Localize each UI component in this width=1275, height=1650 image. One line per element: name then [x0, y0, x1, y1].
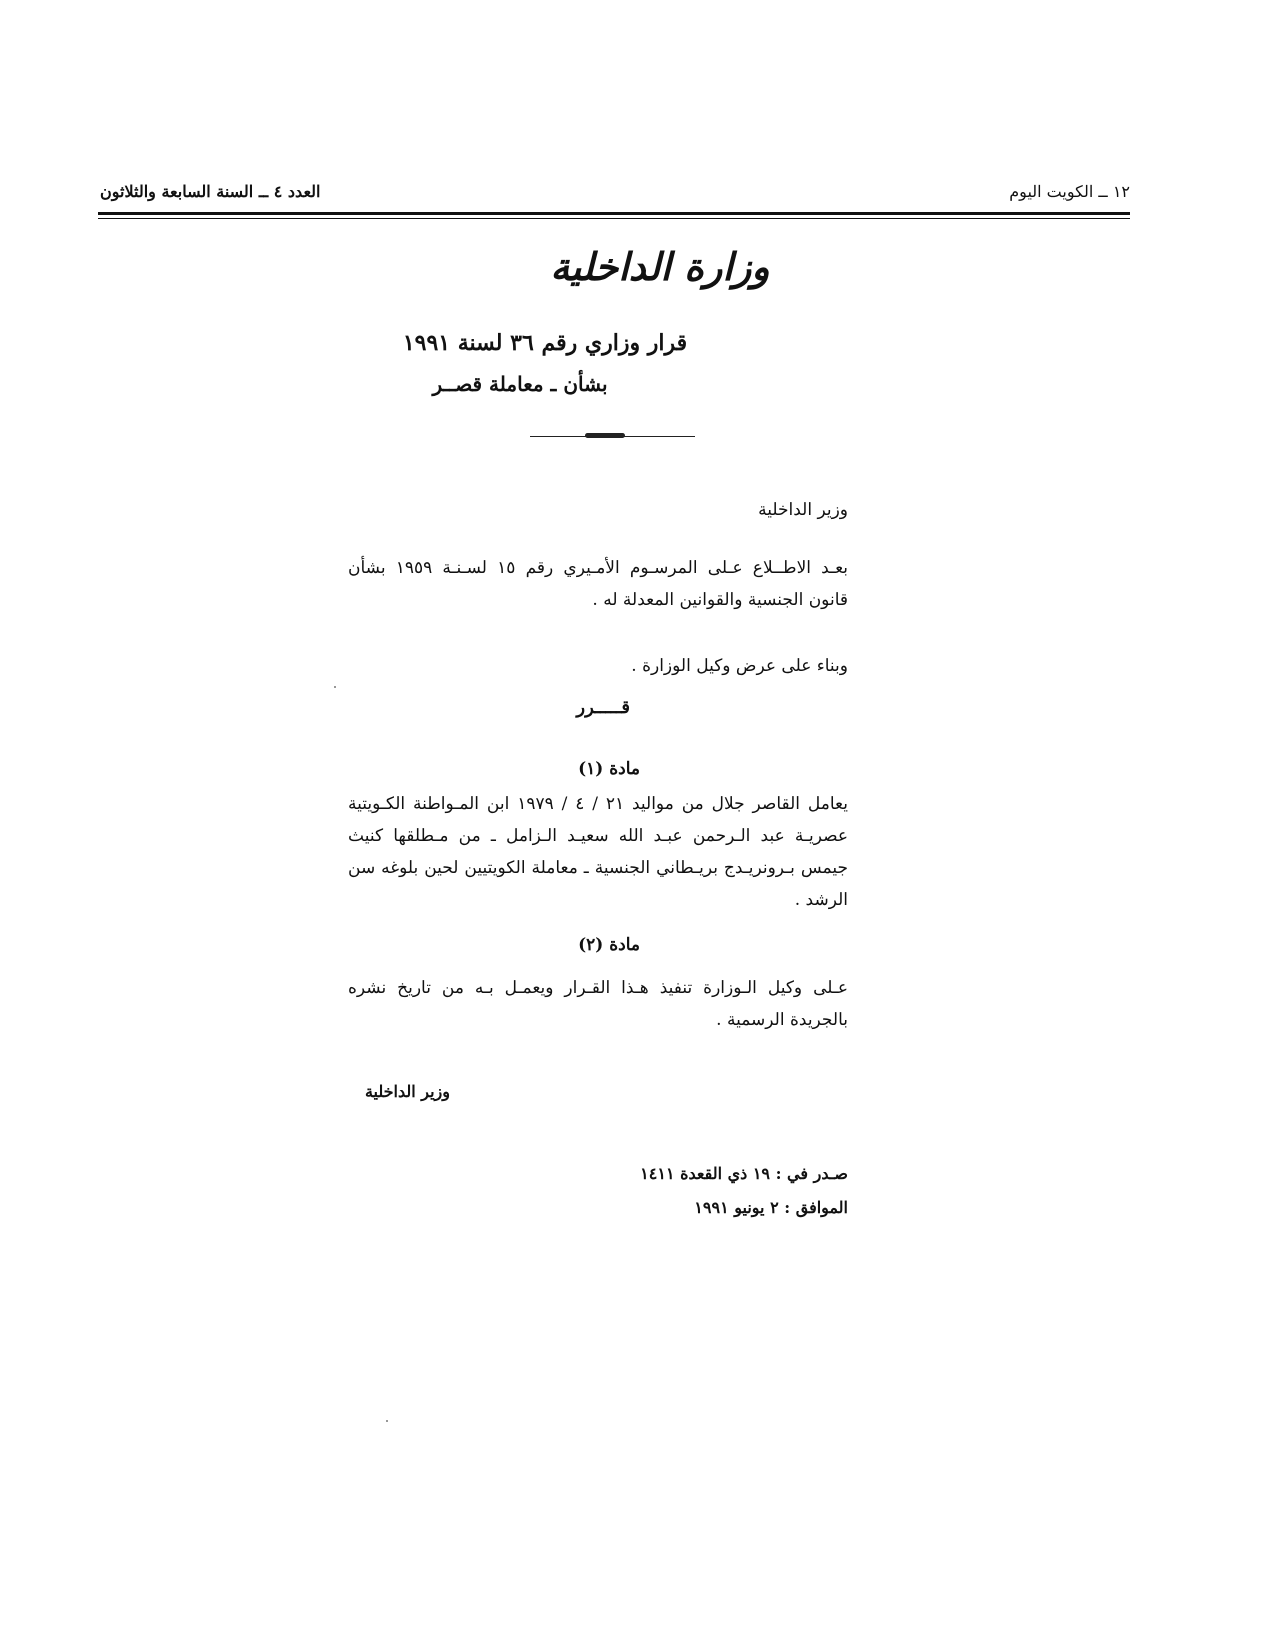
corresponding-date: الموافق : ٢ يونيو ١٩٩١: [694, 1198, 848, 1217]
title-divider-ornament: [585, 433, 625, 438]
decides-heading: قـــــرر: [576, 697, 630, 718]
scan-speck: [386, 1420, 388, 1422]
preamble-paragraph-2: وبناء على عرض وكيل الوزارة .: [631, 656, 848, 676]
article-2-title: مادة (٢): [578, 935, 640, 955]
scan-speck: [334, 686, 336, 688]
issued-date: صـدر في : ١٩ ذي القعدة ١٤١١: [640, 1164, 848, 1183]
header-issue-info: العدد ٤ ــ السنة السابعة والثلاثون: [100, 182, 321, 201]
preamble-paragraph-1: بعـد الاطــلاع عـلى المرسـوم الأمـيري رقم ١٥ لسـنـة ١٩٥٩ بشأن قانون الجنسية والقوانين المعدلة له .: [348, 558, 848, 610]
article-2-text: عـلى وكيل الـوزارة تنفيذ هـذا القـرار ويعمـل بـه من تاريخ نشره بالجريدة الرسمية .: [348, 978, 848, 1030]
header-rule-thin: [98, 218, 1130, 219]
decision-subject: بشأن ـ معاملة قصــر: [432, 372, 608, 396]
ministry-title: وزارة الداخلية: [550, 244, 770, 289]
signature-minister: وزير الداخلية: [364, 1082, 450, 1101]
decision-title: قرار وزاري رقم ٣٦ لسنة ١٩٩١: [402, 330, 688, 356]
header-rule-thick: [98, 212, 1130, 215]
header-page-publication: ١٢ ــ الكويت اليوم: [1009, 182, 1130, 201]
article-1-title: مادة (١): [578, 759, 640, 779]
issuer-heading: وزير الداخلية: [758, 500, 848, 520]
article-1-text: يعامل القاصر جلال من مواليد ٢١ / ٤ / ١٩٧٩ ابن المـواطنة الكـويتية عصريـة عبد الـرحمن عبـد الله سعيـد الـزامل ـ من مـطلقها كنيث جيمس بـرونريـدج بريـطاني الجنسية ـ معاملة الكويتيين لحين بلوغه سن الرشد .: [348, 794, 848, 910]
